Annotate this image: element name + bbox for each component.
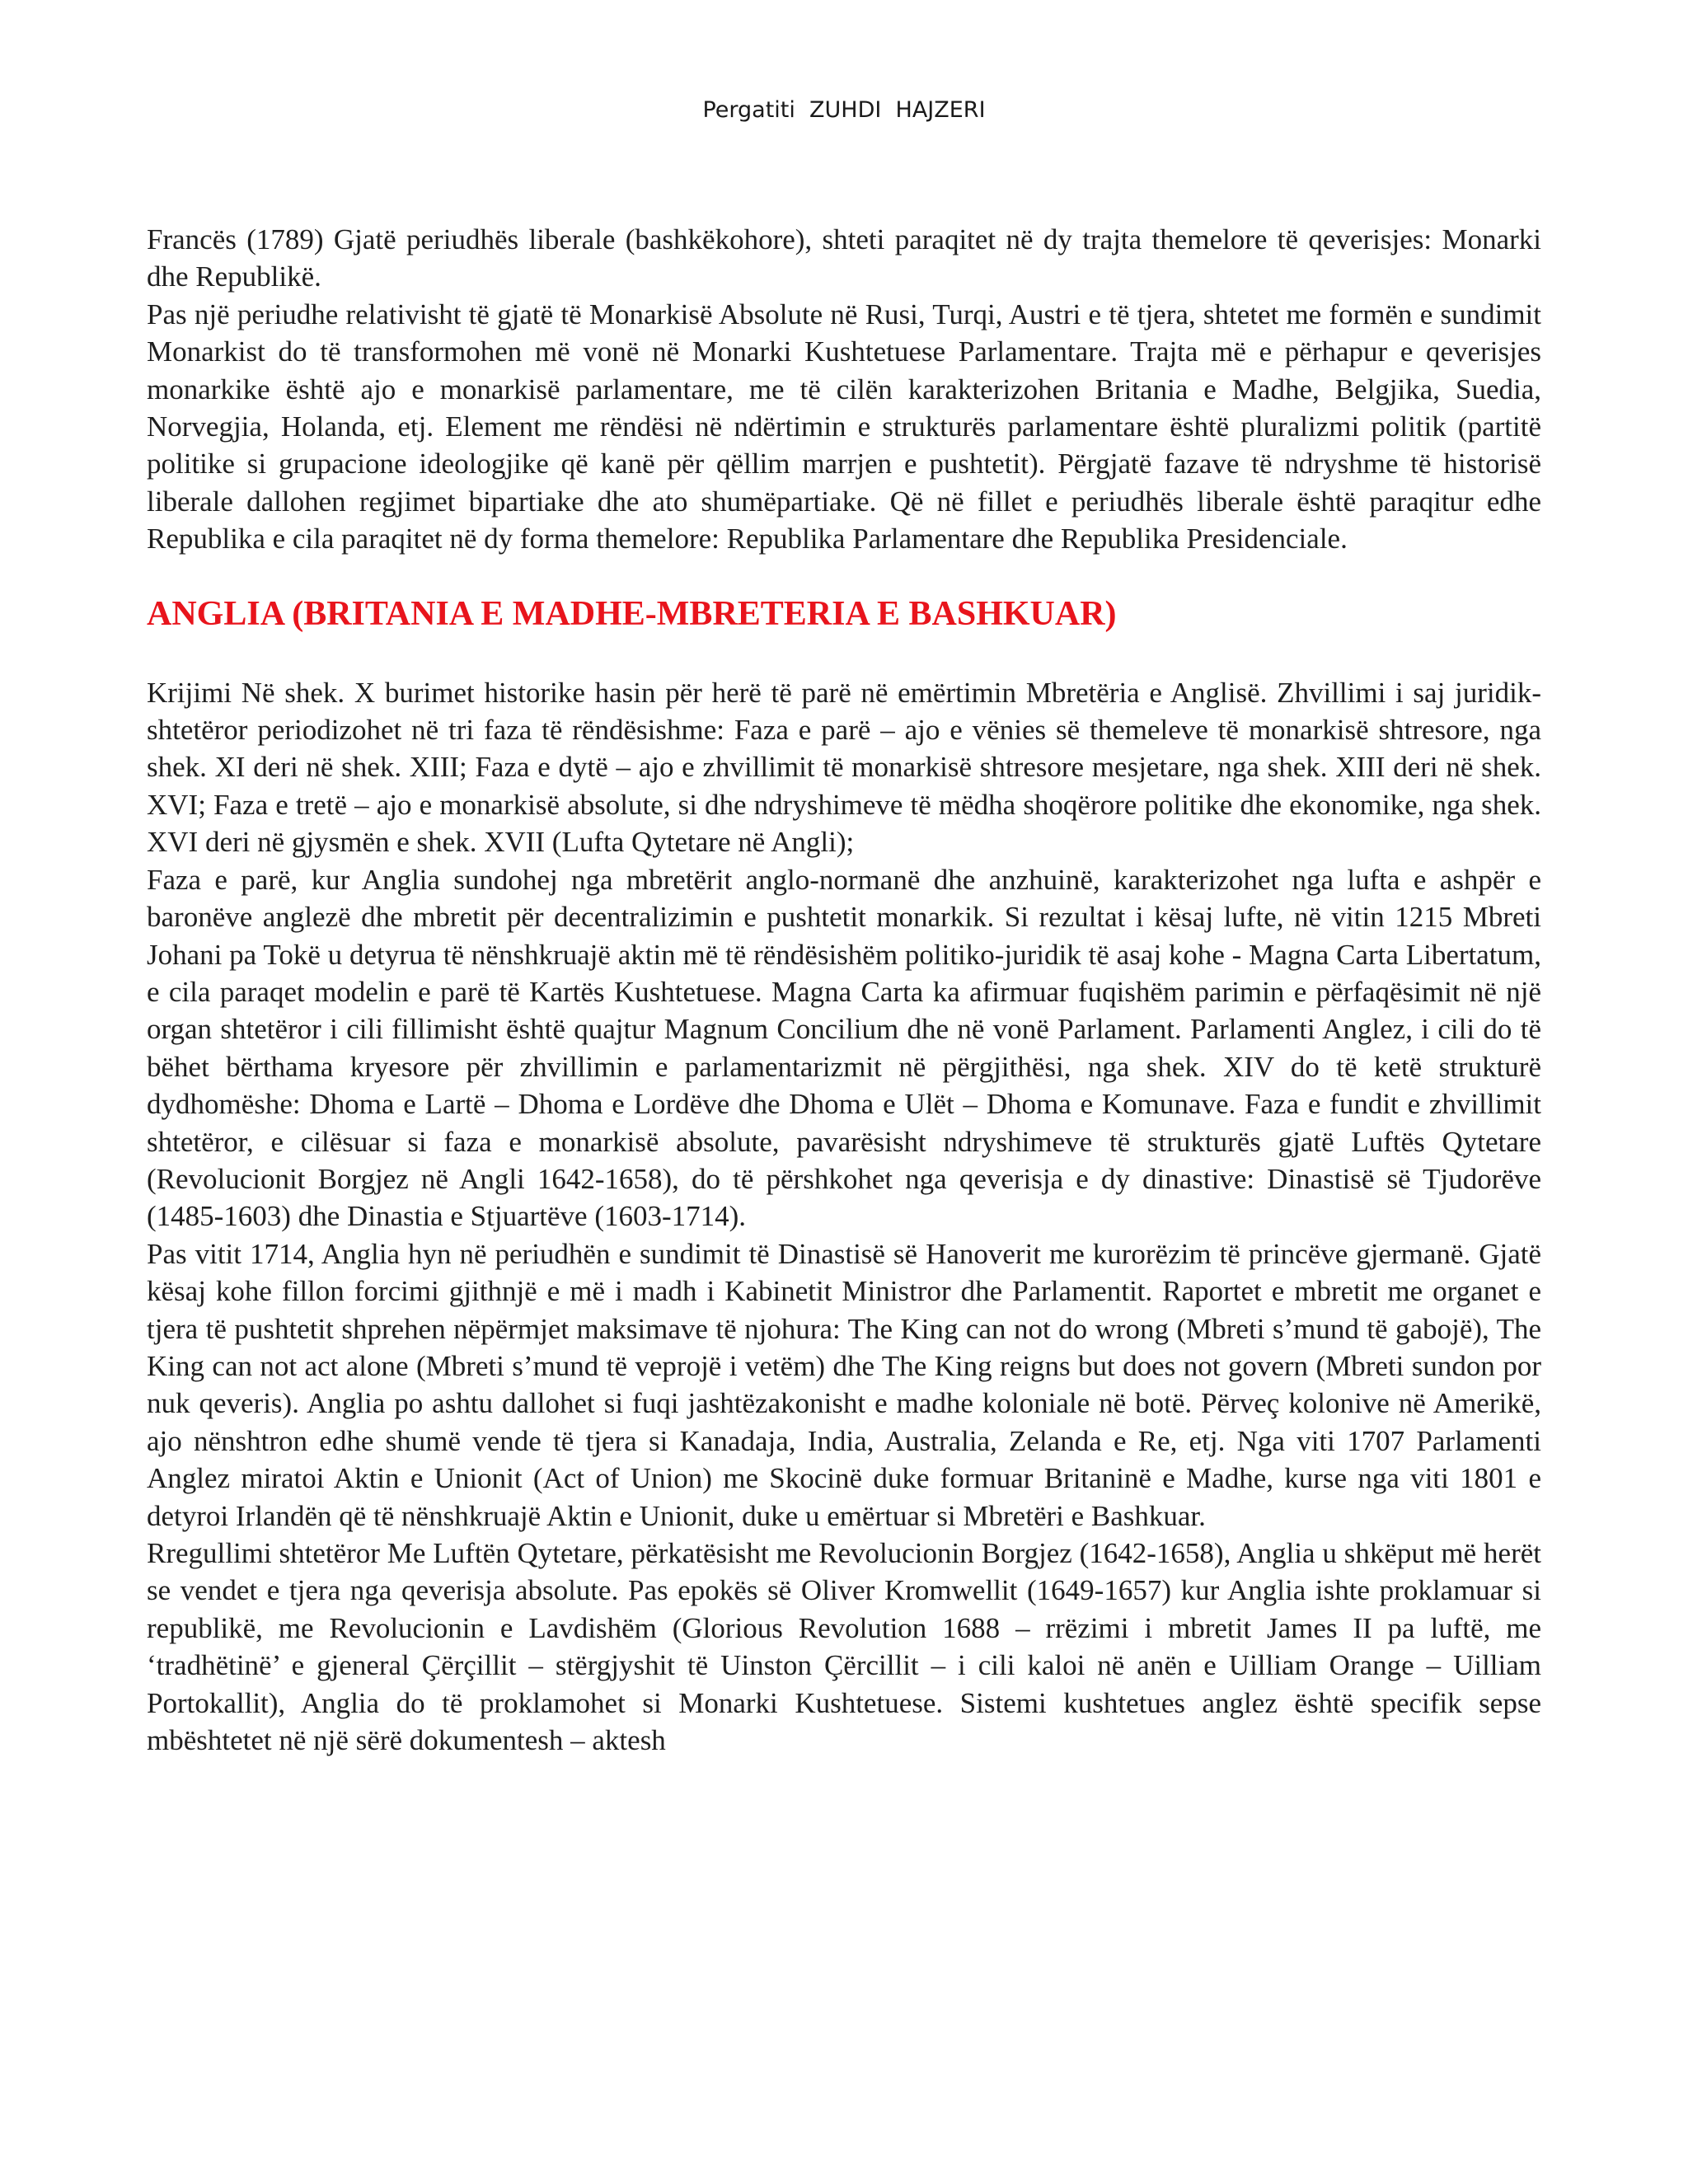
page-content	[147, 221, 1541, 1759]
intro-paragraph: Francës (1789) Gjatë periudhës liberale (bashkëkohore), shteti paraqitet në dy trajta themelore të qeverisjes: Monarki dhe Republikë.	[147, 223, 1541, 293]
body-paragraph: Faza e parë, kur Anglia sundohej nga mbretërit anglo-normanë dhe anzhuinë, karakterizohet nga lufta e ashpër e baronëve anglezë dhe mbretit për decentralizimin e pushtetit monarkik. Si rezultat i kësaj lufte, në vitin 1215 Mbreti Johani pa Tokë u detyrua të nënshkruajë aktin më të rëndësishëm politiko-juridik të asaj kohe - Magna Carta Libertatum, e cila paraqet modelin e parë të Kartës Kushtetuese. Magna Carta ka afirmuar fuqishëm parimin e përfaqësimit në një organ shtetëror i cili fillimisht është quajtur Magnum Concilium dhe në vonë Parlament. Parlamenti Anglez, i cili do të bëhet bërthama kryesore për zhvillimin e parlamentarizmit në përgjithësi, nga shek. XIV do të ketë strukturë dydhomëshe: Dhoma e Lartë – Dhoma e Lordëve dhe Dhoma e Ulët – Dhoma e Komunave. Faza e fundit e zhvillimit shtetëror, e cilësuar si faza e monarkisë absolute, pavarësisht ndryshimeve të strukturës gjatë Luftës Qytetare (Revolucionit Borgjez në Angli 1642-1658), do të përshkohet nga qeverisja e dy dinastive: Dinastisë së Tjudorëve (1485-1603) dhe Dinastia e Stjuartëve (1603-1714).	[147, 863, 1541, 1233]
running-header: Pergatiti ZUHDI HAJZERI	[702, 97, 986, 123]
body-paragraph: Krijimi Në shek. X burimet historike hasin për herë të parë në emërtimin Mbretëria e Anglisë. Zhvillimi i saj juridik-shtetëror periodizohet në tri faza të rëndësishme: Faza e parë – ajo e vënies së themeleve të monarkisë shtresore, nga shek. XI deri në shek. XIII; Faza e dytë – ajo e zhvillimit të monarkisë shtresore mesjetare, nga shek. XIII deri në shek. XVI; Faza e tretë – ajo e monarkisë absolute, si dhe ndryshimeve të mëdha shoqërore politike dhe ekonomike, nga shek. XVI deri në gjysmën e shek. XVII (Lufta Qytetare në Angli);	[147, 676, 1541, 859]
section-heading: ANGLIA (BRITANIA E MADHE-MBRETERIA E BASHKUAR)	[147, 594, 1117, 633]
intro-paragraph: Pas një periudhe relativisht të gjatë të Monarkisë Absolute në Rusi, Turqi, Austri e të tjera, shtetet me formën e sundimit Monarkist do të transformohen më vonë në Monarki Kushtetuese Parlamentare. Trajta më e përhapur e qeverisjes monarkike është ajo e monarkisë parlamentare, me të cilën karakterizohen Britania e Madhe, Belgjika, Suedia, Norvegjia, Holanda, etj. Element me rëndësi në ndërtimin e strukturës parlamentare është pluralizmi politik (partitë politike si grupacione ideologjike që kanë për qëllim marrjen e pushtetit). Përgjatë fazave të ndryshme të historisë liberale dallohen regjimet bipartiake dhe ato shumëpartiake. Që në fillet e periudhës liberale është paraqitur edhe Republika e cila paraqitet në dy forma themelore: Republika Parlamentare dhe Republika Presidenciale.	[147, 298, 1541, 555]
body-paragraph: Rregullimi shtetëror Me Luftën Qytetare, përkatësisht me Revolucionin Borgjez (1642-1658), Anglia u shkëput më herët se vendet e tjera nga qeverisja absolute. Pas epokës së Oliver Kromwellit (1649-1657) kur Anglia ishte proklamuar si republikë, me Revolucionin e Lavdishëm (Glorious Revolution 1688 – rrëzimi i mbretit James II pa luftë, me ‘tradhëtinë’ e gjeneral Çërçillit – stërgjyshit të Uinston Çërcillit – i cili kaloi në anën e Uilliam Orange – Uilliam Portokallit), Anglia do të proklamohet si Monarki Kushtetuese. Sistemi kushtetues anglez është specifik sepse mbështetet në një sërë dokumentesh – aktesh	[147, 1537, 1541, 1757]
body-paragraph: Pas vitit 1714, Anglia hyn në periudhën e sundimit të Dinastisë së Hanoverit me kurorëzim të princëve gjermanë. Gjatë kësaj kohe fillon forcimi gjithnjë e më i madh i Kabinetit Ministror dhe Parlamentit. Raportet e mbretit me organet e tjera të pushtetit shprehen nëpërmjet maksimave të njohura: The King can not do wrong (Mbreti s’mund të gabojë), The King can not act alone (Mbreti s’mund të veprojë i vetëm) dhe The King reigns but does not govern (Mbreti sundon por nuk qeveris). Anglia po ashtu dallohet si fuqi jashtëzakonisht e madhe koloniale në botë. Përveç kolonive në Amerikë, ajo nënshtron edhe shumë vende të tjera si Kanadaja, India, Australia, Zelanda e Re, etj. Nga viti 1707 Parlamenti Anglez miratoi Aktin e Unionit (Act of Union) me Skocinë duke formuar Britaninë e Madhe, kurse nga viti 1801 e detyroi Irlandën që të nënshkruajë Aktin e Unionit, duke u emërtuar si Mbretëri e Bashkuar.	[147, 1237, 1541, 1532]
